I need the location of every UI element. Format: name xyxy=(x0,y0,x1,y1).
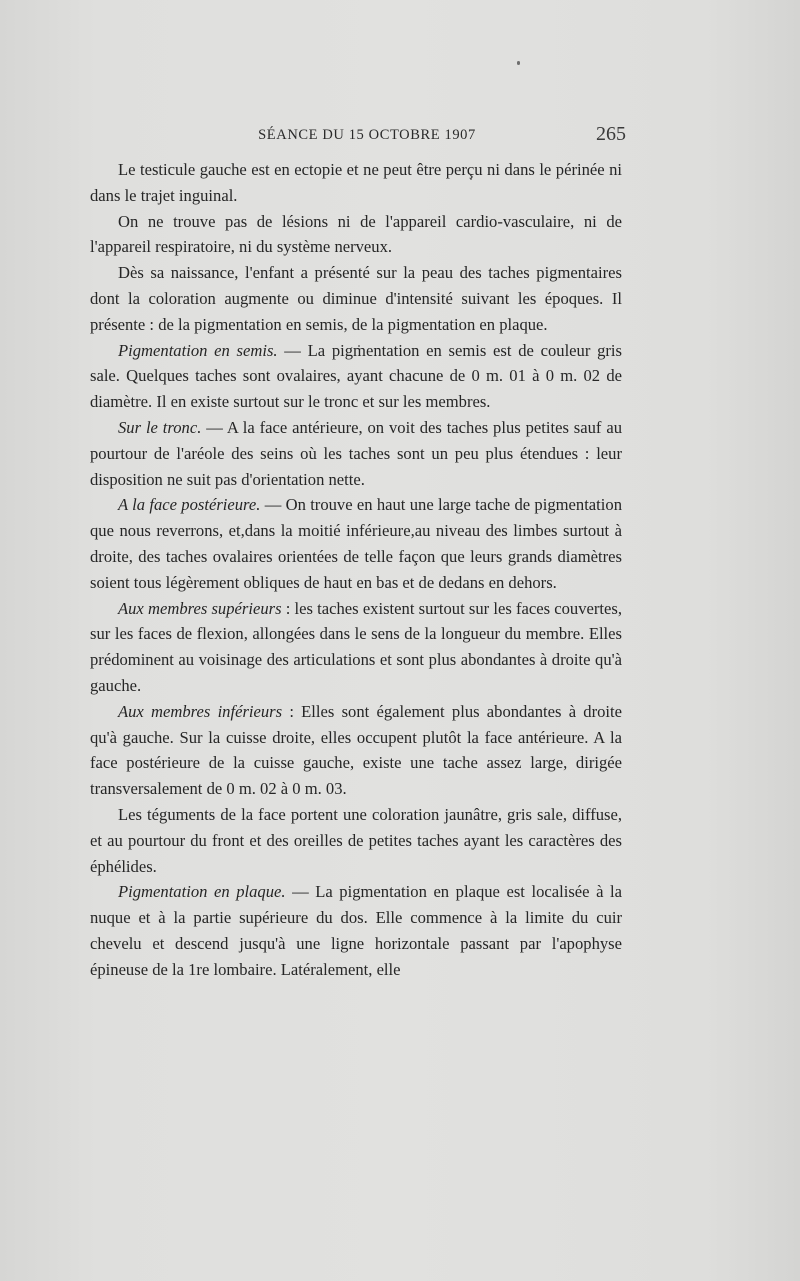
paragraph-heading: Pigmentation en semis. xyxy=(118,340,278,360)
paragraph-text: — On trouve en haut une large tache de pigmentation que nous reverrons, et,dans la moitié inférieure,au niveau des limbes surtout à droite, des taches ovalaires orientées de telle façon que leurs grands diamètres soient tous légèrement obliques de haut en bas et de dedans en dehors. xyxy=(90,495,622,592)
paragraph-text: Le testicule gauche est en ectopie et ne peut être perçu ni dans le périnée ni dans le trajet inguinal. xyxy=(90,160,622,205)
paragraph-text: — A la face antérieure, on voit des taches plus petites sauf au pourtour de l'aréole des seins où les taches sont un peu plus étendues : leur disposition ne suit pas d'orientation nette. xyxy=(90,417,622,489)
paragraph-text: — La pigmentation en semis est de couleur gris sale. Quelques taches sont ovalaires, ayant chacune de 0 m. 01 à 0 m. 02 de diamètre. Il en existe surtout sur le tronc et sur les membres. xyxy=(90,340,622,412)
page-header xyxy=(110,124,624,150)
paragraph xyxy=(90,879,622,982)
paragraph xyxy=(90,802,622,879)
paragraph-heading: Sur le tronc. xyxy=(118,417,202,437)
paragraph xyxy=(90,699,622,802)
paragraph-text: : les taches existent surtout sur les faces couvertes, sur les faces de flexion, allongées dans le sens de la longueur du membre. Elles prédominent au voisinage des articulations et sont plus abondantes à droite qu'à gauche. xyxy=(90,598,622,695)
paragraph xyxy=(90,209,622,261)
paragraph-heading: Aux membres supérieurs xyxy=(118,598,282,618)
paragraph xyxy=(90,338,622,415)
paragraph-heading: Aux membres inférieurs xyxy=(118,701,283,721)
body-text xyxy=(90,157,622,983)
paragraph-text: On ne trouve pas de lésions ni de l'appareil cardio-vasculaire, ni de l'appareil respiratoire, ni du système nerveux. xyxy=(90,211,622,257)
paragraph xyxy=(90,260,622,337)
paragraph xyxy=(90,596,622,699)
paragraph-heading: Pigmentation en plaque. xyxy=(118,882,286,902)
paragraph xyxy=(90,415,622,492)
running-head: SÉANCE DU 15 OCTOBRE 1907 xyxy=(258,127,476,143)
paragraph xyxy=(90,157,622,209)
paragraph-text: — La pigmentation en plaque est localisée à la nuque et à la partie supérieure du dos. Elle commence à la limite du cuir chevelu et descend jusqu'à une ligne horizontale passant par l'apophyse épineuse de la 1re lombaire. Latéralement, elle xyxy=(90,882,622,979)
ink-speck xyxy=(517,61,520,65)
paragraph-heading: A la face postérieure. xyxy=(118,495,261,515)
page-number: 265 xyxy=(596,123,626,145)
paragraph-text: : Elles sont également plus abondantes à droite qu'à gauche. Sur la cuisse droite, elles occupent plutôt la face antérieure. A la face postérieure de la cuisse gauche, existe une tache assez large, dirigée transversalement de 0 m. 02 à 0 m. 03. xyxy=(90,701,622,799)
paragraph-text: Dès sa naissance, l'enfant a présenté sur la peau des taches pigmentaires dont la coloration augmente ou diminue d'intensité suivant les époques. Il présente : de la pigmentation en semis, de la pigmentation en plaque. xyxy=(90,263,622,334)
paragraph xyxy=(90,492,622,595)
paragraph-text: Les téguments de la face portent une coloration jaunâtre, gris sale, diffuse, et au pourtour du front et des oreilles de petites taches ayant les caractères des éphélides. xyxy=(90,804,622,876)
